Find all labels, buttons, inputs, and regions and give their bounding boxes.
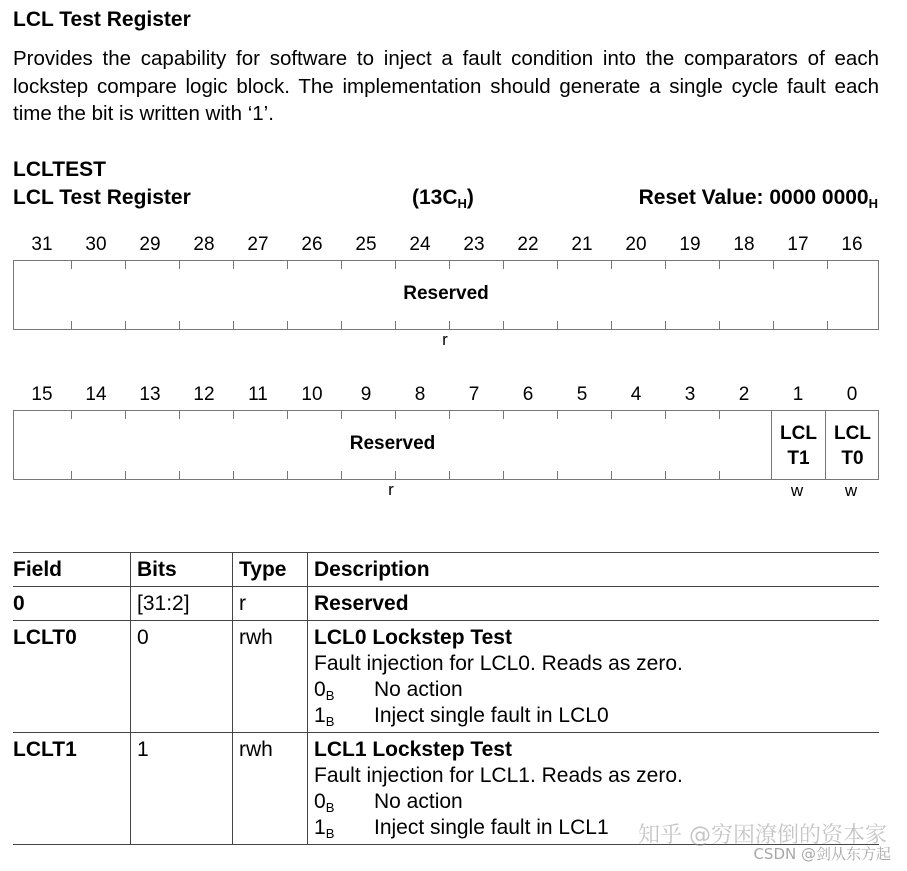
lclt1-line2: T1 xyxy=(787,448,810,469)
address-prefix: (13C xyxy=(412,186,458,209)
header-description: Description xyxy=(308,553,880,587)
reset-label: Reset Value: 0000 0000 xyxy=(638,186,869,209)
register-short-name: LCLTEST xyxy=(13,158,106,181)
lower-bit-numbers xyxy=(15,384,879,406)
zhihu-watermark: 知乎 @穷困潦倒的资本家 xyxy=(638,823,887,848)
enum-item xyxy=(314,789,873,815)
bit-number: 10 xyxy=(301,384,323,405)
bit-number: 3 xyxy=(684,384,696,405)
bit-number: 4 xyxy=(630,384,642,405)
register-long-name: LCL Test Register xyxy=(13,186,191,209)
bit-number: 20 xyxy=(625,234,647,255)
enum-description: No action xyxy=(374,790,463,813)
bit-number: 25 xyxy=(355,234,377,255)
intro-paragraph: Provides the capability for software to inject a fault condition into the comparators of each lockstep compare logic block. The implementation should generate a single cycle fault each time the bit is written with ‘1’. xyxy=(13,47,879,125)
bit-number: 1 xyxy=(792,384,804,405)
bit-number: 18 xyxy=(733,234,755,255)
row-field: 0 xyxy=(13,587,131,621)
upper-register-box xyxy=(13,260,879,330)
table-header-row xyxy=(13,553,879,587)
register-address xyxy=(412,186,474,210)
address-suffix: ) xyxy=(466,186,474,209)
bit-number: 9 xyxy=(360,384,372,405)
bit-number: 0 xyxy=(846,384,858,405)
lower-reserved-label: Reserved xyxy=(349,433,436,454)
lclt0-line1: LCL xyxy=(834,423,871,444)
row-description xyxy=(308,621,880,733)
header-type: Type xyxy=(233,553,308,587)
enum-description: Inject single fault in LCL1 xyxy=(374,816,609,839)
bit-number: 17 xyxy=(787,234,809,255)
csdn-watermark: CSDN @剑从东方起 xyxy=(753,845,891,863)
enum-description: Inject single fault in LCL0 xyxy=(374,704,609,727)
row-field: LCLT1 xyxy=(13,733,131,845)
header-bits: Bits xyxy=(131,553,233,587)
reset-sub: H xyxy=(868,196,878,211)
enum-value: $1_B$ xyxy=(314,816,335,841)
row-bits: [31:2] xyxy=(131,587,233,621)
row-field: LCLT0 xyxy=(13,621,131,733)
row-bits: 1 xyxy=(131,733,233,845)
lclt1-access: w xyxy=(790,481,804,500)
bit-number: 23 xyxy=(463,234,485,255)
bit-number: 14 xyxy=(85,384,107,405)
upper-access: r xyxy=(442,330,448,349)
bitfield-lclt1 xyxy=(771,411,825,479)
address-sub: H xyxy=(457,196,467,211)
upper-bit-numbers xyxy=(15,234,879,256)
upper-reserved-label: Reserved xyxy=(403,283,489,304)
field-description-table xyxy=(13,552,879,845)
enum-value: $0_B$ xyxy=(314,790,335,815)
lower-register-box xyxy=(13,410,879,480)
row-type: rwh xyxy=(233,621,308,733)
bit-number: 7 xyxy=(468,384,480,405)
bit-number: 29 xyxy=(139,234,161,255)
bit-number: 26 xyxy=(301,234,323,255)
row-description-title: Reserved xyxy=(308,587,880,621)
enum-value: $1_B$ xyxy=(314,704,335,729)
row-description-title: LCL0 Lockstep Test xyxy=(314,626,512,649)
header-field: Field xyxy=(13,553,131,587)
section-heading: LCL Test Register xyxy=(13,8,191,31)
enum-item xyxy=(314,677,873,703)
bit-number: 5 xyxy=(576,384,588,405)
bit-number: 28 xyxy=(193,234,215,255)
bit-number: 6 xyxy=(522,384,534,405)
bit-number: 12 xyxy=(193,384,215,405)
row-bits: 0 xyxy=(131,621,233,733)
bit-number: 16 xyxy=(841,234,863,255)
lclt0-line2: T0 xyxy=(841,448,864,469)
enum-description: No action xyxy=(374,678,463,701)
bit-number: 8 xyxy=(414,384,426,405)
bit-number: 13 xyxy=(139,384,161,405)
row-description-text: Fault injection for LCL1. Reads as zero. xyxy=(314,764,683,787)
bitfield-lclt0 xyxy=(825,411,879,479)
bit-number: 27 xyxy=(247,234,269,255)
table-row xyxy=(13,621,879,733)
enum-value: $0_B$ xyxy=(314,678,335,703)
bit-number: 22 xyxy=(517,234,539,255)
bit-number: 19 xyxy=(679,234,701,255)
row-description-title: LCL1 Lockstep Test xyxy=(314,738,512,761)
bit-number: 11 xyxy=(248,384,268,405)
enum-item xyxy=(314,703,873,729)
register-reset-value xyxy=(639,186,878,210)
bit-number: 24 xyxy=(409,234,431,255)
table-row xyxy=(13,587,879,621)
lclt1-line1: LCL xyxy=(780,423,817,444)
row-type: rwh xyxy=(233,733,308,845)
bit-number: 31 xyxy=(31,234,53,255)
bit-number: 15 xyxy=(31,384,53,405)
bit-number: 21 xyxy=(571,234,593,255)
row-type: r xyxy=(233,587,308,621)
lclt0-access: w xyxy=(844,481,858,500)
row-description-text: Fault injection for LCL0. Reads as zero. xyxy=(314,652,683,675)
lower-reserved-access: r xyxy=(388,480,394,499)
bit-number: 30 xyxy=(85,234,107,255)
bit-number: 2 xyxy=(738,384,750,405)
